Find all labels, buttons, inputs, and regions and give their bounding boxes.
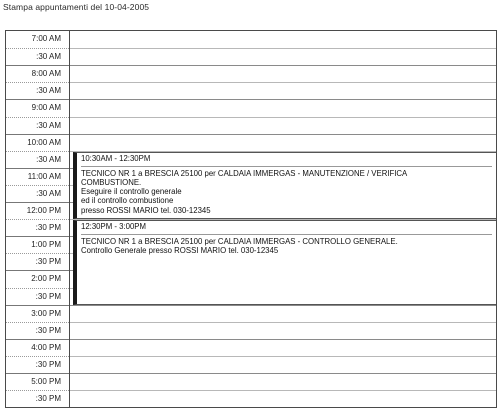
time-slot-label: 2:00 PM	[31, 274, 61, 284]
time-slot-label: 10:00 AM	[27, 137, 61, 147]
time-slot-label: 4:00 PM	[31, 342, 61, 352]
appointment-description-line: Controllo Generale presso ROSSI MARIO tel. 030-12345	[81, 246, 279, 256]
appointment-grid	[5, 30, 497, 408]
time-slot	[6, 99, 69, 116]
appointment-time-range: 12:30PM - 3:00PM	[81, 222, 492, 235]
time-slot-label: :30 AM	[36, 120, 61, 130]
time-slot	[6, 270, 69, 287]
schedule-row-line	[70, 99, 496, 100]
time-slot-label: :30 PM	[35, 291, 61, 301]
schedule-body	[70, 31, 496, 407]
time-slot-label: 3:00 PM	[31, 308, 61, 318]
appointment-time-range: 10:30AM - 12:30PM	[81, 154, 492, 167]
appointment-description-line: COMBUSTIONE.	[81, 177, 142, 187]
time-slot-label: :30 AM	[36, 52, 61, 62]
time-slot	[6, 31, 69, 48]
appointment-description-line: Eseguire il controllo generale	[81, 187, 182, 197]
schedule-row-line	[70, 322, 496, 323]
appointment-block[interactable]	[73, 152, 496, 219]
time-slot	[6, 373, 69, 390]
schedule-row-line	[70, 373, 496, 374]
appointment-description-line: TECNICO NR 1 a BRESCIA 25100 per CALDAIA IMMERGAS - MANUTENZIONE / VERIFICA	[81, 168, 408, 178]
time-slot-label: :30 AM	[36, 188, 61, 198]
time-slot-label: :30 PM	[35, 325, 61, 335]
time-slot-label: :30 AM	[36, 86, 61, 96]
time-slot	[6, 253, 69, 270]
schedule-row-line	[70, 117, 496, 118]
time-slot-label: 11:00 AM	[27, 171, 61, 181]
time-slot	[6, 134, 69, 151]
time-slot-label: :30 PM	[35, 394, 61, 404]
schedule-row-line	[70, 48, 496, 49]
page-title: Stampa appuntamenti del 10-04-2005	[3, 2, 150, 12]
appointment-description-line: ed il controllo combustione	[81, 196, 174, 206]
time-slot	[6, 168, 69, 185]
time-slot-label: :30 PM	[35, 359, 61, 369]
time-slot	[6, 117, 69, 134]
time-slot-label: :30 AM	[36, 154, 61, 164]
time-slot	[6, 202, 69, 219]
time-slot-label: :30 PM	[35, 223, 61, 233]
appointment-description	[81, 237, 492, 255]
time-slot	[6, 82, 69, 99]
schedule-row-line	[70, 339, 496, 340]
schedule-row-line	[70, 356, 496, 357]
appointment-description-line: TECNICO NR 1 a BRESCIA 25100 per CALDAIA IMMERGAS - CONTROLLO GENERALE.	[81, 237, 398, 247]
time-slot	[6, 185, 69, 202]
schedule-row-line	[70, 390, 496, 391]
time-slot-label: 1:00 PM	[31, 240, 61, 250]
time-slot	[6, 339, 69, 356]
time-slot-label: 7:00 AM	[31, 34, 61, 43]
time-slot-label: 5:00 PM	[31, 377, 61, 386]
time-slot	[6, 151, 69, 168]
time-slot-label: 8:00 AM	[31, 69, 61, 79]
time-slot-label: :30 PM	[35, 257, 61, 267]
time-slot	[6, 305, 69, 322]
schedule-row-line	[70, 305, 496, 306]
time-slot-label: 12:00 PM	[26, 206, 61, 215]
schedule-row-line	[70, 65, 496, 66]
time-slot	[6, 356, 69, 373]
time-slot	[6, 236, 69, 253]
time-slot	[6, 322, 69, 339]
schedule-row-line	[70, 134, 496, 135]
time-slot	[6, 219, 69, 236]
time-slot	[6, 288, 69, 305]
time-slot	[6, 65, 69, 82]
time-slot	[6, 48, 69, 65]
appointment-description	[81, 169, 492, 215]
time-column	[6, 31, 70, 407]
time-slot-label: 9:00 AM	[31, 103, 61, 113]
time-slot	[6, 390, 69, 407]
schedule-row-line	[70, 82, 496, 83]
appointment-description-line: presso ROSSI MARIO tel. 030-12345	[81, 205, 211, 215]
appointment-block[interactable]	[73, 220, 496, 305]
